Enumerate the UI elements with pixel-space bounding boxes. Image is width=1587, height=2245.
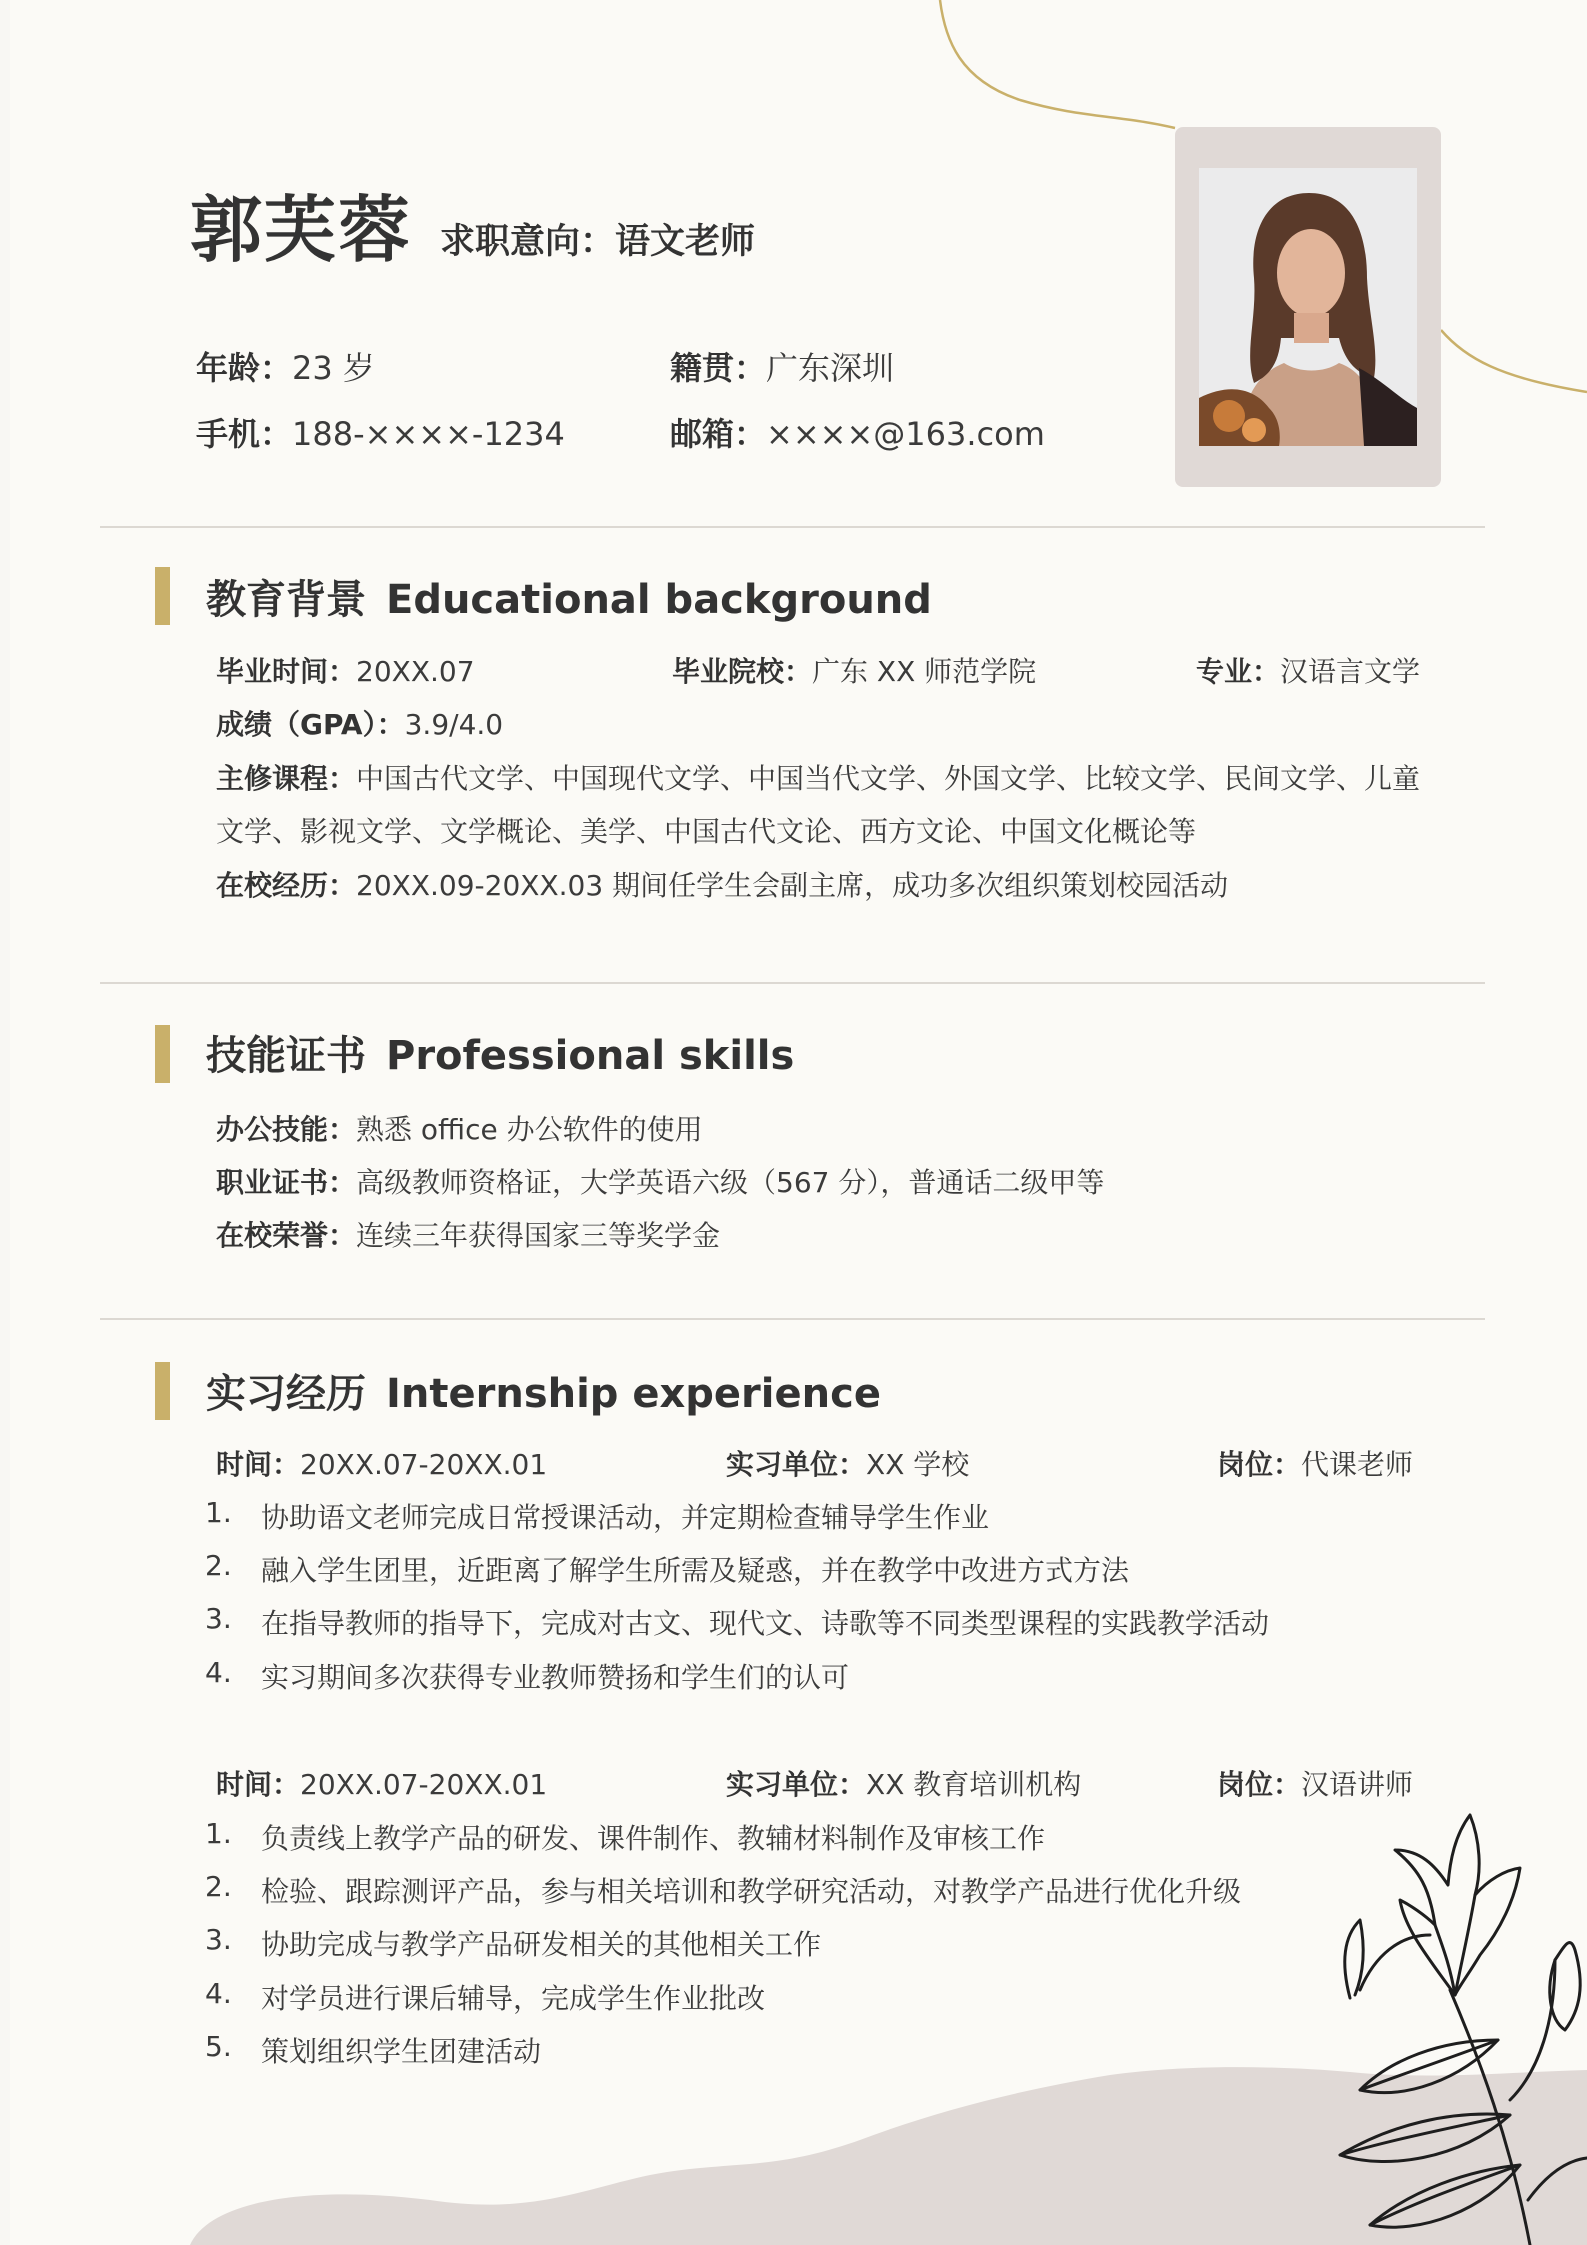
job-1-time-value: 20XX.07-20XX.01 bbox=[300, 1448, 548, 1481]
job-intent-value: 语文老师 bbox=[615, 222, 756, 262]
school-label: 毕业院校： bbox=[672, 655, 813, 688]
phone-row bbox=[196, 409, 565, 455]
email-label: 邮箱： bbox=[670, 415, 767, 453]
job-1-unit-value: XX 学校 bbox=[866, 1448, 970, 1481]
job-1-post-value: 代课老师 bbox=[1301, 1448, 1414, 1481]
courses-label: 主修课程： bbox=[216, 762, 357, 795]
gpa-label: 成绩（GPA）： bbox=[216, 708, 405, 741]
post-label: 岗位： bbox=[1217, 1448, 1302, 1481]
phone-label: 手机： bbox=[196, 415, 293, 453]
skills-title-cn: 技能证书 bbox=[206, 1033, 366, 1079]
cert-value: 高级教师资格证，大学英语六级（567 分），普通话二级甲等 bbox=[356, 1166, 1105, 1199]
time-label: 时间： bbox=[216, 1768, 301, 1801]
age-label: 年龄： bbox=[196, 349, 293, 387]
certificates bbox=[216, 1161, 1104, 1201]
job-2-unit bbox=[726, 1763, 1081, 1803]
skills-title-en: Professional skills bbox=[386, 1033, 795, 1079]
list-item: 协助完成与教学产品研发相关的其他相关工作 bbox=[261, 1928, 822, 1961]
origin-value: 广东深圳 bbox=[766, 349, 895, 387]
list-number: 1. bbox=[205, 1817, 232, 1850]
job-2-post-value: 汉语讲师 bbox=[1301, 1768, 1414, 1801]
honor-value: 连续三年获得国家三等奖学金 bbox=[356, 1219, 721, 1252]
job-1-unit bbox=[726, 1443, 969, 1483]
post-label: 岗位： bbox=[1217, 1768, 1302, 1801]
list-item: 实习期间多次获得专业教师赞扬和学生们的认可 bbox=[261, 1661, 850, 1694]
job-2-unit-value: XX 教育培训机构 bbox=[866, 1768, 1082, 1801]
grad-time bbox=[216, 650, 475, 690]
list-number: 2. bbox=[205, 1549, 232, 1582]
cert-label: 职业证书： bbox=[216, 1166, 357, 1199]
section-title-education bbox=[206, 568, 932, 625]
campus-experience bbox=[216, 864, 1228, 904]
origin-row bbox=[670, 343, 894, 389]
list-item: 负责线上教学产品的研发、课件制作、教辅材料制作及审核工作 bbox=[261, 1822, 1046, 1855]
list-item: 协助语文老师完成日常授课活动，并定期检查辅导学生作业 bbox=[261, 1501, 990, 1534]
grad-time-value: 20XX.07 bbox=[356, 655, 475, 688]
job-2-time bbox=[216, 1763, 547, 1803]
office-skills bbox=[216, 1108, 703, 1148]
list-number: 5. bbox=[205, 2030, 232, 2063]
list-number: 2. bbox=[205, 1870, 232, 1903]
list-item: 在指导教师的指导下，完成对古文、现代文、诗歌等不同类型课程的实践教学活动 bbox=[261, 1607, 1270, 1640]
honor-label: 在校荣誉： bbox=[216, 1219, 357, 1252]
origin-label: 籍贯： bbox=[670, 349, 767, 387]
age-row bbox=[196, 343, 375, 389]
office-label: 办公技能： bbox=[216, 1113, 357, 1146]
profile-photo bbox=[1199, 168, 1417, 446]
section-title-internship bbox=[206, 1362, 881, 1419]
phone-value: 188-××××-1234 bbox=[292, 415, 565, 453]
list-number: 3. bbox=[205, 1923, 232, 1956]
job-2-time-value: 20XX.07-20XX.01 bbox=[300, 1768, 548, 1801]
courses-line-2: 文学、影视文学、文学概论、美学、中国古代文论、西方文论、中国文化概论等 bbox=[216, 815, 1197, 848]
major bbox=[1196, 650, 1420, 690]
job-1-post bbox=[1217, 1443, 1413, 1483]
gold-curve-right bbox=[1441, 330, 1587, 392]
list-number: 4. bbox=[205, 1977, 232, 2010]
gpa bbox=[216, 703, 503, 743]
office-value: 熟悉 office 办公软件的使用 bbox=[356, 1113, 703, 1146]
time-label: 时间： bbox=[216, 1448, 301, 1481]
job-2-post bbox=[1217, 1763, 1413, 1803]
age-value: 23 岁 bbox=[292, 349, 375, 387]
major-value: 汉语言文学 bbox=[1280, 655, 1421, 688]
list-item: 策划组织学生团建活动 bbox=[261, 2035, 542, 2068]
unit-label: 实习单位： bbox=[726, 1768, 867, 1801]
candidate-name: 郭芙蓉 bbox=[190, 188, 413, 272]
grad-time-label: 毕业时间： bbox=[216, 655, 357, 688]
email-value: ××××@163.com bbox=[766, 415, 1045, 453]
section-title-skills bbox=[206, 1024, 794, 1081]
section-accent-bar bbox=[155, 1025, 170, 1083]
job-intent bbox=[440, 214, 755, 264]
gpa-value: 3.9/4.0 bbox=[404, 708, 504, 741]
section-accent-bar bbox=[155, 1362, 170, 1420]
school-value: 广东 XX 师范学院 bbox=[812, 655, 1037, 688]
campus-label: 在校经历： bbox=[216, 869, 357, 902]
gold-curve-top bbox=[940, 0, 1175, 128]
unit-label: 实习单位： bbox=[726, 1448, 867, 1481]
internship-title-cn: 实习经历 bbox=[206, 1371, 366, 1417]
list-item: 对学员进行课后辅导，完成学生作业批改 bbox=[261, 1982, 766, 2015]
school bbox=[672, 650, 1036, 690]
section-accent-bar bbox=[155, 567, 170, 625]
divider-skills bbox=[100, 1318, 1485, 1320]
education-title-cn: 教育背景 bbox=[206, 577, 366, 623]
list-number: 4. bbox=[205, 1656, 232, 1689]
courses-line-1: 中国古代文学、中国现代文学、中国当代文学、外国文学、比较文学、民间文学、儿童 bbox=[356, 762, 1421, 795]
major-label: 专业： bbox=[1196, 655, 1281, 688]
portrait-illustration bbox=[1199, 168, 1417, 446]
education-title-en: Educational background bbox=[386, 577, 932, 623]
email-row bbox=[670, 409, 1045, 455]
resume-page bbox=[10, 0, 1587, 2245]
job-1-time bbox=[216, 1443, 547, 1483]
divider-education bbox=[100, 982, 1485, 984]
campus-value: 20XX.09-20XX.03 期间任学生会副主席，成功多次组织策划校园活动 bbox=[356, 869, 1229, 902]
list-item: 检验、跟踪测评产品，参与相关培训和教学研究活动，对教学产品进行优化升级 bbox=[261, 1875, 1242, 1908]
list-item: 融入学生团里，近距离了解学生所需及疑惑，并在教学中改进方式方法 bbox=[261, 1554, 1130, 1587]
internship-title-en: Internship experience bbox=[386, 1371, 881, 1417]
courses bbox=[216, 757, 1420, 797]
photo-frame bbox=[1175, 127, 1441, 487]
job-intent-label: 求职意向： bbox=[440, 222, 616, 262]
list-number: 1. bbox=[205, 1496, 232, 1529]
honors bbox=[216, 1214, 720, 1254]
list-number: 3. bbox=[205, 1602, 232, 1635]
divider-header bbox=[100, 526, 1485, 528]
